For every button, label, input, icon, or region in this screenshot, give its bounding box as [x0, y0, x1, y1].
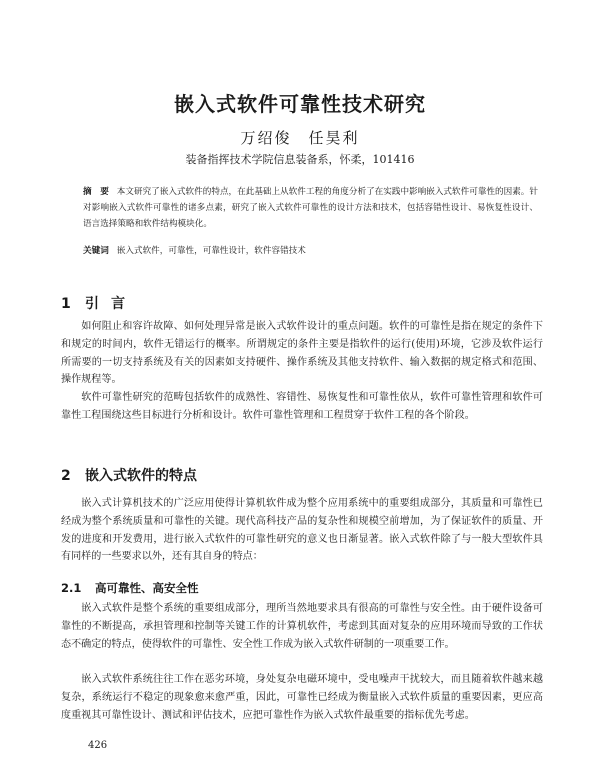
subsection-title: 高可靠性、高安全性: [95, 581, 199, 595]
abstract-block: [83, 184, 538, 232]
section-number: 2: [61, 468, 71, 484]
section-2-1-paragraph-1: 嵌入式软件是整个系统的重要组成部分，理所当然地要求具有很高的可靠性与安全性。由于硬件设备可靠性的不断提高，承担管理和控制等关键工作的计算机软件，考虑到其面对复杂的应用环境而导致的工作状态不确定的特点，使得软件的可靠性、安全性工作成为嵌入式软件研制的一项重要工作。: [61, 603, 543, 650]
section-heading-2: [61, 465, 197, 485]
keywords-block: [83, 243, 538, 259]
subsection-number: 2.1: [61, 581, 82, 595]
paper-title: 嵌入式软件可靠性技术研究: [174, 92, 426, 116]
abstract-label: 摘 要: [83, 187, 109, 197]
section-heading-1: [61, 293, 137, 313]
section-2-1-paragraph-2: 嵌入式软件系统往往工作在恶劣环境，身处复杂电磁环境中，受电噪声干扰较大，而且随着软件越来越复杂，系统运行不稳定的现象愈来愈严重，因此，可靠性已经成为衡量嵌入式软件质量的重要因素，更应高度重视其可靠性设计、测试和评估技术，应把可靠性作为嵌入式软件最重要的指标优先考虑。: [61, 674, 543, 721]
section-title: 嵌入式软件的特点: [85, 468, 197, 484]
subsection-heading-2-1: [61, 580, 199, 596]
keywords-label: 关键词: [83, 246, 109, 256]
section-2-paragraph-1: 嵌入式计算机技术的广泛应用使得计算机软件成为整个应用系统中的重要组成部分，其质量和可靠性已经成为整个系统质量和可靠性的关键。现代高科技产品的复杂性和规模空前增加，为了保证软件的质量、开发的进度和开发费用，进行嵌入式软件的可靠性研究的意义也日渐显著。嵌入式软件除了与一般大型软件具有同样的一些要求以外，还有其自身的特点：: [61, 498, 543, 563]
section-1-paragraph-2: 软件可靠性研究的范畴包括软件的成熟性、容错性、易恢复性和可靠性依从，软件可靠性管理和软件可靠性工程围绕这些目标进行分析和设计。软件可靠性管理和工程贯穿于软件工程的各个阶段。: [61, 392, 543, 421]
section-title: 引言: [85, 296, 137, 312]
page-number: 426: [88, 740, 108, 751]
section-number: 1: [61, 296, 71, 312]
abstract-text: 本文研究了嵌入式软件的特点，在此基础上从软件工程的角度分析了在实践中影响嵌入式软件可靠性的因素。针对影响嵌入式软件可靠性的诸多点素，研究了嵌入式软件可靠性的设计方法和技术，包括容错性设计、易恢复性设计、语言选择策略和软件结构模块化。: [83, 187, 538, 229]
paper-authors: 万绍俊 任昊利: [240, 129, 360, 147]
section-1-paragraph-1: 如何阻止和容许故障、如何处理异常是嵌入式软件设计的重点问题。软件的可靠性是指在规定的条件下和规定的时间内，软件无错运行的概率。所谓规定的条件主要是指软件的运行(使用)环境，它涉及软件运行所需要的一切支持系统及有关的因素如支持硬件、操作系统及其他支持软件、输入数据的规定格式和范围、操作规程等。: [61, 321, 543, 386]
keywords-text: 嵌入式软件，可靠性，可靠性设计，软件容错技术: [116, 246, 306, 256]
paper-affiliation: 装备指挥技术学院信息装备系，怀柔，101416: [185, 153, 415, 166]
